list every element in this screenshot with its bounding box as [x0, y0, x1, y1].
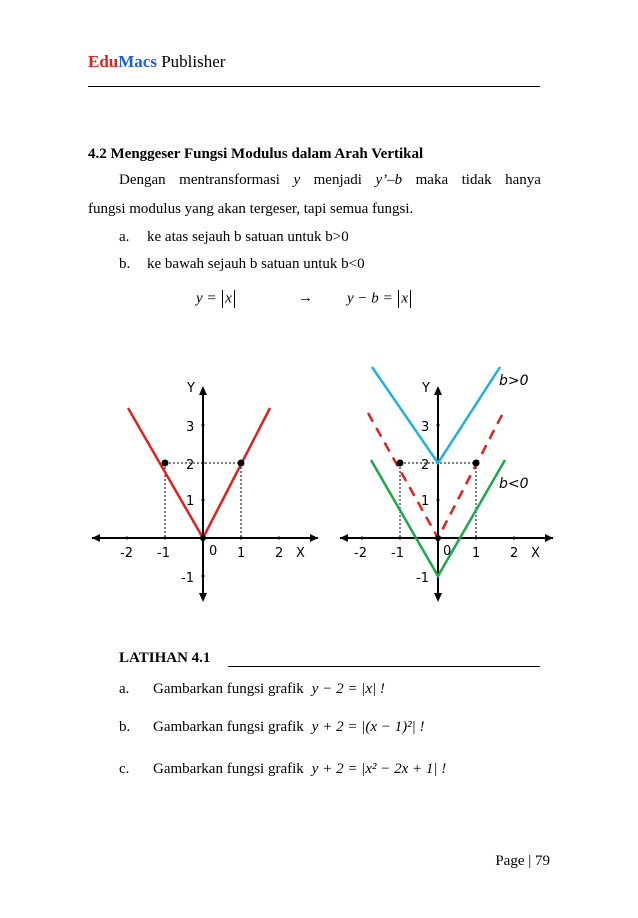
- brand-edu: Edu: [88, 52, 119, 71]
- y-tick-label: 2: [421, 458, 430, 473]
- x-tick-label: 0: [443, 544, 452, 559]
- graph-shift-up: [372, 367, 500, 463]
- x-tick-label: 2: [275, 546, 284, 561]
- y-tick-label: 1: [421, 494, 430, 509]
- word: maka: [415, 172, 449, 188]
- tick-dot: [202, 575, 205, 578]
- x-tick-label: -1: [157, 546, 170, 561]
- y-tick-label: -1: [181, 571, 194, 586]
- exercise-formula: y − 2 = |x| !: [311, 681, 385, 697]
- tick-dot: [437, 499, 440, 502]
- formula-var: x: [225, 290, 232, 307]
- word: y: [293, 172, 301, 188]
- x-tick-label: -1: [391, 546, 404, 561]
- y-axis-arrow-up: [199, 386, 207, 395]
- exercise-title-rule: [228, 666, 540, 667]
- left-graph: [92, 381, 318, 602]
- exercise-text: Gambarkan fungsi grafik: [153, 719, 304, 735]
- graph-abs-x: [128, 408, 270, 538]
- x-axis-arrow-right: [545, 534, 553, 542]
- graph-abs-x-dashed: [368, 413, 503, 538]
- x-axis-arrow-left: [340, 534, 348, 542]
- formula-var: x: [401, 290, 409, 307]
- word: tidak: [461, 172, 492, 188]
- word: mentransformasi: [179, 172, 280, 188]
- x-tick-label: -2: [354, 546, 367, 561]
- tick-dot: [164, 537, 167, 540]
- brand-macs: Macs: [118, 52, 157, 71]
- tick-dot: [399, 537, 402, 540]
- list-text: ke bawah sejauh b satuan untuk b<0: [147, 256, 365, 272]
- x-tick-label: 1: [472, 546, 481, 561]
- point: [435, 535, 441, 541]
- x-tick-label: -2: [120, 546, 133, 561]
- point: [238, 460, 245, 467]
- tick-dot: [240, 537, 243, 540]
- point: [397, 460, 404, 467]
- x-axis-arrow-left: [92, 534, 100, 542]
- x-tick-label: 0: [209, 544, 218, 559]
- right-graph: [340, 367, 553, 602]
- y-tick-label: 3: [186, 420, 195, 435]
- x-tick-label: 2: [510, 546, 519, 561]
- brand-publisher: Publisher: [156, 52, 226, 71]
- exercise-text: Gambarkan fungsi grafik: [153, 681, 304, 697]
- word: hanya: [505, 172, 541, 188]
- y-tick-label: -1: [416, 571, 429, 586]
- tick-dot: [475, 537, 478, 540]
- exercise-label: c.: [119, 761, 130, 777]
- point: [473, 460, 480, 467]
- word: Dengan: [119, 172, 166, 188]
- y-axis-arrow-down: [199, 593, 207, 602]
- tick-dot: [126, 537, 129, 540]
- exercise-formula: y + 2 = |x² − 2x + 1| !: [311, 761, 447, 777]
- list-text: ke atas sejauh b satuan untuk b>0: [147, 229, 349, 245]
- y-tick-label: 1: [186, 494, 195, 509]
- x-axis-label: X: [531, 546, 540, 561]
- page-number: Page | 79: [495, 853, 550, 869]
- exercise-item: [119, 761, 446, 778]
- tick-dot: [202, 424, 205, 427]
- exercise-item: [119, 719, 424, 736]
- x-axis-arrow-right: [310, 534, 318, 542]
- exercise-title: LATIHAN 4.1: [119, 650, 211, 666]
- y-axis-label: Y: [187, 381, 195, 396]
- tick-dot: [202, 499, 205, 502]
- word: y’–b: [375, 172, 403, 188]
- paragraph-line-2: fungsi modulus yang akan tergeser, tapi semua fungsi.: [88, 201, 414, 217]
- y-tick-label: 2: [186, 458, 195, 473]
- tick-dot: [513, 537, 516, 540]
- y-axis-arrow-up: [434, 386, 442, 395]
- formula-lhs: y − b =: [347, 290, 393, 307]
- y-tick-label: 3: [421, 420, 430, 435]
- list-label: b.: [119, 256, 131, 272]
- exercise-formula: y + 2 = |(x − 1)²| !: [311, 719, 425, 735]
- x-tick-label: 1: [237, 546, 246, 561]
- point: [162, 460, 169, 467]
- exercise-text: Gambarkan fungsi grafik: [153, 761, 304, 777]
- exercise-label: b.: [119, 719, 131, 735]
- point: [200, 535, 206, 541]
- exercise-label: a.: [119, 681, 130, 697]
- section-title: 4.2 Menggeser Fungsi Modulus dalam Arah Vertikal: [88, 146, 424, 162]
- tick-dot: [278, 537, 281, 540]
- list-label: a.: [119, 229, 130, 245]
- exercise-item: [119, 681, 385, 698]
- tick-dot: [361, 537, 364, 540]
- y-axis-arrow-down: [434, 593, 442, 602]
- formula-lhs: y =: [196, 290, 217, 307]
- tick-dot: [202, 462, 205, 465]
- tick-dot: [437, 424, 440, 427]
- y-axis-label: Y: [422, 381, 430, 396]
- label-b-negative: b<0: [499, 476, 529, 492]
- word: menjadi: [313, 172, 362, 188]
- label-b-positive: b>0: [499, 373, 529, 389]
- x-axis-label: X: [296, 546, 305, 561]
- arrow-symbol: →: [298, 290, 313, 306]
